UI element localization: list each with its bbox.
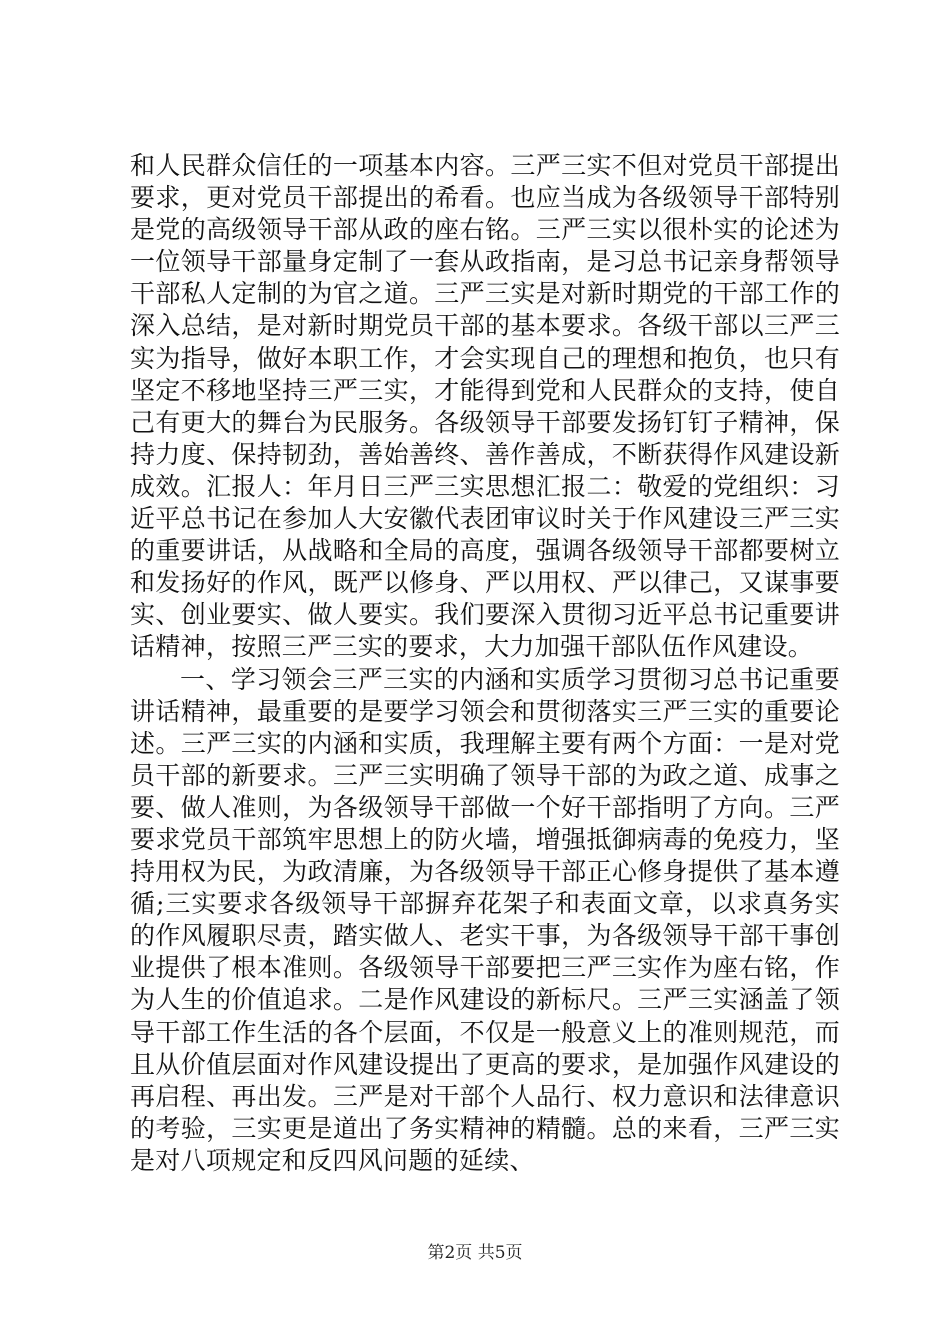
- page-number-footer: 第2页 共5页: [427, 1243, 523, 1263]
- paragraph-1: 和人民群众信任的一项基本内容。三严三实不但对党员干部提出要求，更对党员干部提出的希看。也应当成为各级领导干部特别是党的高级领导干部从政的座右铭。三严三实以很朴实的论述为一位领导干部量身定制了一套从政指南，是习总书记亲身帮领导干部私人定制的为官之道。三严三实是对新时期党的干部工作的深入总结，是对新时期党员干部的基本要求。各级干部以三严三实为指导，做好本职工作，才会实现自己的理想和抱负，也只有坚定不移地坚持三严三实，才能得到党和人民群众的支持，使自己有更大的舞台为民服务。各级领导干部要发扬钉钉子精神，保持力度、保持韧劲，善始善终、善作善成，不断获得作风建设新成效。汇报人：年月日三严三实思想汇报二：敬爱的党组织：习近平总书记在参加人大安徽代表团审议时关于作风建设三严三实的重要讲话，从战略和全局的高度，强调各级领导干部都要树立和发扬好的作风，既严以修身、严以用权、严以律己，又谋事要实、创业要实、做人要实。我们要深入贯彻习近平总书记重要讲话精神，按照三严三实的要求，大力加强干部队伍作风建设。: [130, 151, 840, 662]
- paragraph-2: 一、学习领会三严三实的内涵和实质学习贯彻习总书记重要讲话精神，最重要的是要学习领会和贯彻落实三严三实的重要论述。三严三实的内涵和实质，我理解主要有两个方面：一是对党员干部的新要求。三严三实明确了领导干部的为政之道、成事之要、做人准则，为各级领导干部做一个好干部指明了方向。三严要求党员干部筑牢思想上的防火墙，增强抵御病毒的免疫力，坚持用权为民，为政清廉，为各级领导干部正心修身提供了基本遵循;三实要求各级领导干部摒弃花架子和表面文章，以求真务实的作风履职尽责，踏实做人、老实干事，为各级领导干部干事创业提供了根本准则。各级领导干部要把三严三实作为座右铭，作为人生的价值追求。二是作风建设的新标尺。三严三实涵盖了领导干部工作生活的各个层面，不仅是一般意义上的准则规范，而且从价值层面对作风建设提出了更高的要求，是加强作风建设的再启程、再出发。三严是对干部个人品行、权力意识和法律意识的考验，三实更是道出了务实精神的精髓。总的来看，三严三实是对八项规定和反四风问题的延续、: [130, 664, 840, 1175]
- document-body: [130, 150, 840, 1177]
